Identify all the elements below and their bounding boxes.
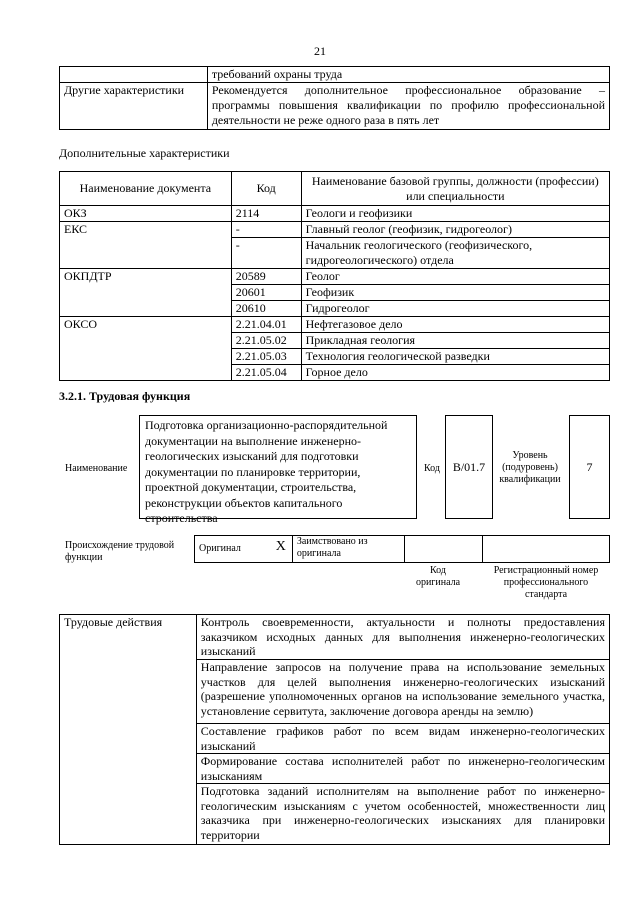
original-label: Оригинал <box>199 543 241 554</box>
code-cell: - <box>231 222 301 238</box>
labor-action-item: Подготовка заданий исполнителям на выполнение работ по инженерно-геологическим изысканиям с учетом особенностей, множественности лиц заказчика при инженерно-геологических изысканиях для планировки территории <box>196 784 609 845</box>
origin-table <box>194 535 610 563</box>
name-cell: Геологи и геофизики <box>301 206 609 222</box>
name-cell: Прикладная геология <box>301 333 609 349</box>
additional-characteristics-title: Дополнительные характеристики <box>59 146 230 160</box>
documents-table <box>59 171 610 381</box>
code-caption: Код оригинала <box>415 565 461 588</box>
code-cell: 2.21.05.04 <box>231 365 301 381</box>
name-cell: Начальник геологического (геофизического, гидрогеологического) отдела <box>301 238 609 269</box>
other-characteristics-table <box>59 66 610 130</box>
col-header-code: Код <box>231 172 301 206</box>
name-cell: Гидрогеолог <box>301 301 609 317</box>
function-code-value: B/01.7 <box>452 459 486 474</box>
registration-caption: Регистрационный номер профессионального стандарта <box>493 565 599 600</box>
col-header-name: Наименование базовой группы, должности (профессии) или специальности <box>301 172 609 206</box>
level-box <box>569 415 610 519</box>
labor-action-item: Формирование состава исполнителей работ по инженерно-геологическим изысканиям <box>196 754 609 784</box>
level-label: Уровень (подуровень) квалификации <box>499 450 561 485</box>
name-cell: Горное дело <box>301 365 609 381</box>
labor-actions-label: Трудовые действия <box>60 615 197 845</box>
labor-action-item: Контроль своевременности, актуальности и полноты предоставления заказчиком исходных данных для выполнения инженерно-геологических изысканий <box>196 615 609 660</box>
code-cell: 2.21.05.03 <box>231 349 301 365</box>
section-title: 3.2.1. Трудовая функция <box>59 389 191 403</box>
function-name-box <box>139 415 417 525</box>
code-label: Код <box>424 463 440 474</box>
code-cell: 2114 <box>231 206 301 222</box>
code-cell: 20601 <box>231 285 301 301</box>
doc-cell: ОКСО <box>60 317 232 381</box>
code-cell: - <box>231 238 301 269</box>
doc-cell: ОКЗ <box>60 206 232 222</box>
function-code-box <box>445 415 493 519</box>
original-mark: X <box>275 539 286 554</box>
other-characteristics-label: Другие характеристики <box>60 83 208 130</box>
code-cell: 20610 <box>231 301 301 317</box>
original-code-cell <box>404 536 483 563</box>
labor-action-item: Составление графиков работ по всем видам инженерно-геологических изысканий <box>196 724 609 754</box>
doc-cell: ЕКС <box>60 222 232 269</box>
empty-cell <box>60 67 208 83</box>
name-label: Наименование <box>65 463 128 474</box>
registration-number-cell <box>483 536 610 563</box>
page-number: 21 <box>314 44 326 58</box>
other-characteristics-text: Рекомендуется дополнительное профессиональное образование – программы повышения квалификации по профилю профессиональной деятельности не реже одного раза в пять лет <box>207 83 609 130</box>
name-cell: Технология геологической разведки <box>301 349 609 365</box>
origin-label: Происхождение трудовой функции <box>65 540 175 563</box>
col-header-document: Наименование документа <box>60 172 232 206</box>
continued-text: требований охраны труда <box>207 67 609 83</box>
original-cell <box>195 536 293 563</box>
code-cell: 2.21.04.01 <box>231 317 301 333</box>
doc-cell: ОКПДТР <box>60 269 232 317</box>
code-cell: 2.21.05.02 <box>231 333 301 349</box>
code-cell: 20589 <box>231 269 301 285</box>
name-cell: Нефтегазовое дело <box>301 317 609 333</box>
function-name-text: Подготовка организационно-распорядительной документации на выполнение инженерно-геологических изысканий для подготовки документации по планировке территории, проектной документации, строительства, реконструкции объектов капитального строительства <box>145 418 388 525</box>
borrowed-cell: Заимствовано из оригинала <box>292 536 404 563</box>
labor-action-item: Направление запросов на получение права на использование земельных участков для целей выполнения инженерно-геологических изысканий (разрешение уполномоченных органов на использование земельного участка, установление сервитута, заключение договора аренды на землю) <box>196 660 609 724</box>
level-value: 7 <box>586 459 593 474</box>
name-cell: Геофизик <box>301 285 609 301</box>
name-cell: Геолог <box>301 269 609 285</box>
labor-actions-table <box>59 614 610 845</box>
name-cell: Главный геолог (геофизик, гидрогеолог) <box>301 222 609 238</box>
